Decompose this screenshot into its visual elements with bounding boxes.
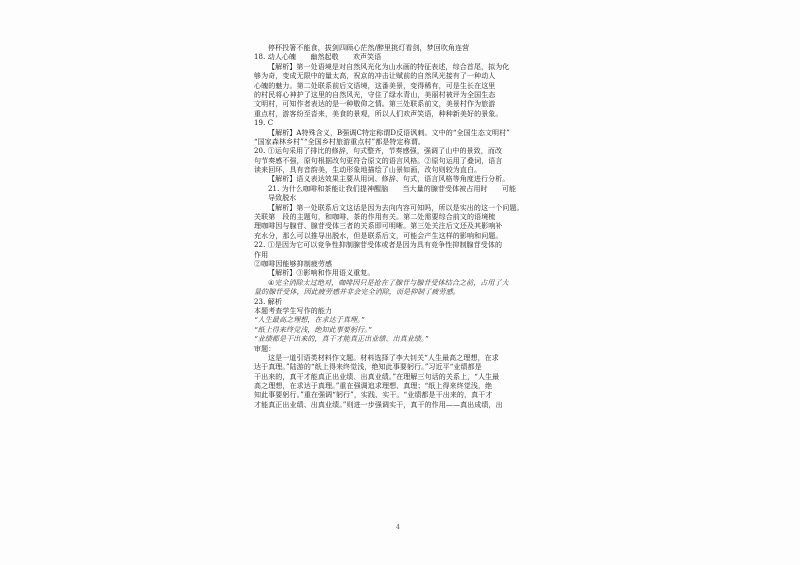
text-line: 量的腺苷受体，因此疲劳感并非会完全消除，而是抑制了疲劳感。 [254,288,460,297]
text-line: 18. 动人心魄 幽然起敬 欢声笑语 [254,53,382,62]
text-line: 【解析】语义表达效果主要从用词、修辞、句式，语言风格等角度进行分析。 [268,175,510,184]
text-line: 【解析】第一处语境是对自然风光化为山水画的特征表述，综合首尾，拟为化 [268,62,510,71]
page-number: 4 [396,524,400,531]
text-line: 关联第 段的主题句，和咖啡、茶的作用有关。第二处需要综合前文的语境梳 [254,213,496,222]
text-line: 知此事要躬行。”重在强调“躬行”，实践、实干。“业绩都是干出来的，真干才 [254,391,493,400]
text-line: ④完全消除太过绝对，咖啡因只是抢在了腺苷与腺苷受体结合之前，占用了大 [268,278,509,287]
text-line: 句节奏感不强，原句根据改句更符合原文的语言风格。②原句运用了叠词，语言 [254,156,503,165]
text-line: 【解析】A特殊含义，B强调C特定称谓D反语讽刺。文中的“全国生态文明村” [268,128,510,137]
text-line: 高之理想，在求达于真理。”重在强调追求理想、真理；“纸上得来终觉浅，绝 [254,382,493,391]
text-line: 审题： [254,344,276,353]
text-line: 才能真正出业绩、出真业绩。”则进一步强调实干，真干的作用——真出成绩，出 [254,400,503,409]
text-line: 心魄的魅力。第二处联系前后文语境，这番美景，变得稀有，可是生长在这里 [254,81,496,90]
text-line: 这是一道引语类材料作文题。材料选择了李大钊关“人生最高之理想，在求 [268,353,499,362]
text-line: 19. C [254,119,274,128]
text-line: 理咖啡因与腺苷、腺苷受体三者的关系即可明晰。第三处关注后文还及其影响补 [254,222,503,231]
text-line: ②咖啡因能够抑制疲劳感 [254,259,333,268]
text-line: 导致脱水 [268,194,297,203]
text-line: 23. 解析 [254,297,282,306]
text-line: 22. ①是因为它可以竞争性抑制腺苷受体或者是因为具有竞争性抑制腺苷受体的 [254,241,503,250]
answer-key-text [254,44,554,410]
text-line: 的村民将心神护了这里的自然风光，守住了绿水青山，美丽村被评为全国生态 [254,90,496,99]
text-line: 【解析】第一处联系后文这话是因为去向内容可知吗，所以是实出的这一个问题。 [268,203,524,212]
text-line: “人生最高之理想，在求达于真理。” [254,316,365,325]
text-line: 20. ①运句采用了排比的修辞，句式整齐，节奏感强，强调了山中的景致，而改 [254,147,503,156]
text-line: 干出来的，真干才能真正出业绩、出真业绩。”在理解三句话的关系上，“人生最 [254,372,500,381]
text-line: 达于真理。”陆游的“纸上得来终觉浅，绝知此事要躬行。”习近平“业绩都是 [254,363,482,372]
text-line: 重点村，游客纷至沓来，美食的景观，所以人们欢声笑语，种种新美好的景象。 [254,109,503,118]
text-line: 本题考查学生写作的能力 [254,306,333,315]
text-line: 【解析】③影响和作用语义重复。 [268,269,375,278]
text-line: “国家森林乡村”“全国乡村旅游重点村”都是特定称谓。 [254,137,425,146]
text-line: 够为奇，变成无限中的量太高，祝京的冲击让赋前的自然风光接有了一种动人 [254,72,496,81]
text-line: “业绩都是干出来的，真干才能真正出业绩、出真业绩。” [254,335,429,344]
text-line: “纸上得来终觉浅，绝知此事要躬行。” [254,325,372,334]
text-line: 停杯投箸不能食，拔剑四顾心茫然/醉里挑灯看剑，梦回吹角连营 [268,44,470,52]
text-line: 作用 [254,250,269,259]
text-line: 读来回环，具有音韵美，生动形象地描绘了山景如画，改句则较为直白。 [254,166,482,175]
text-line: 充水分，那么可以推导出脱水，但是联系后文，可能会产生这样的影响和问题。 [254,231,503,240]
text-line: 21. 为什么咖啡和茶能让我们提神醒脑 当大量的腺苷受体被占用时 可能 [268,184,517,193]
text-line: 文明村，可知作者表达的是一种敬仰之情。第三处联系前文，美景村作为旅游 [254,100,496,109]
